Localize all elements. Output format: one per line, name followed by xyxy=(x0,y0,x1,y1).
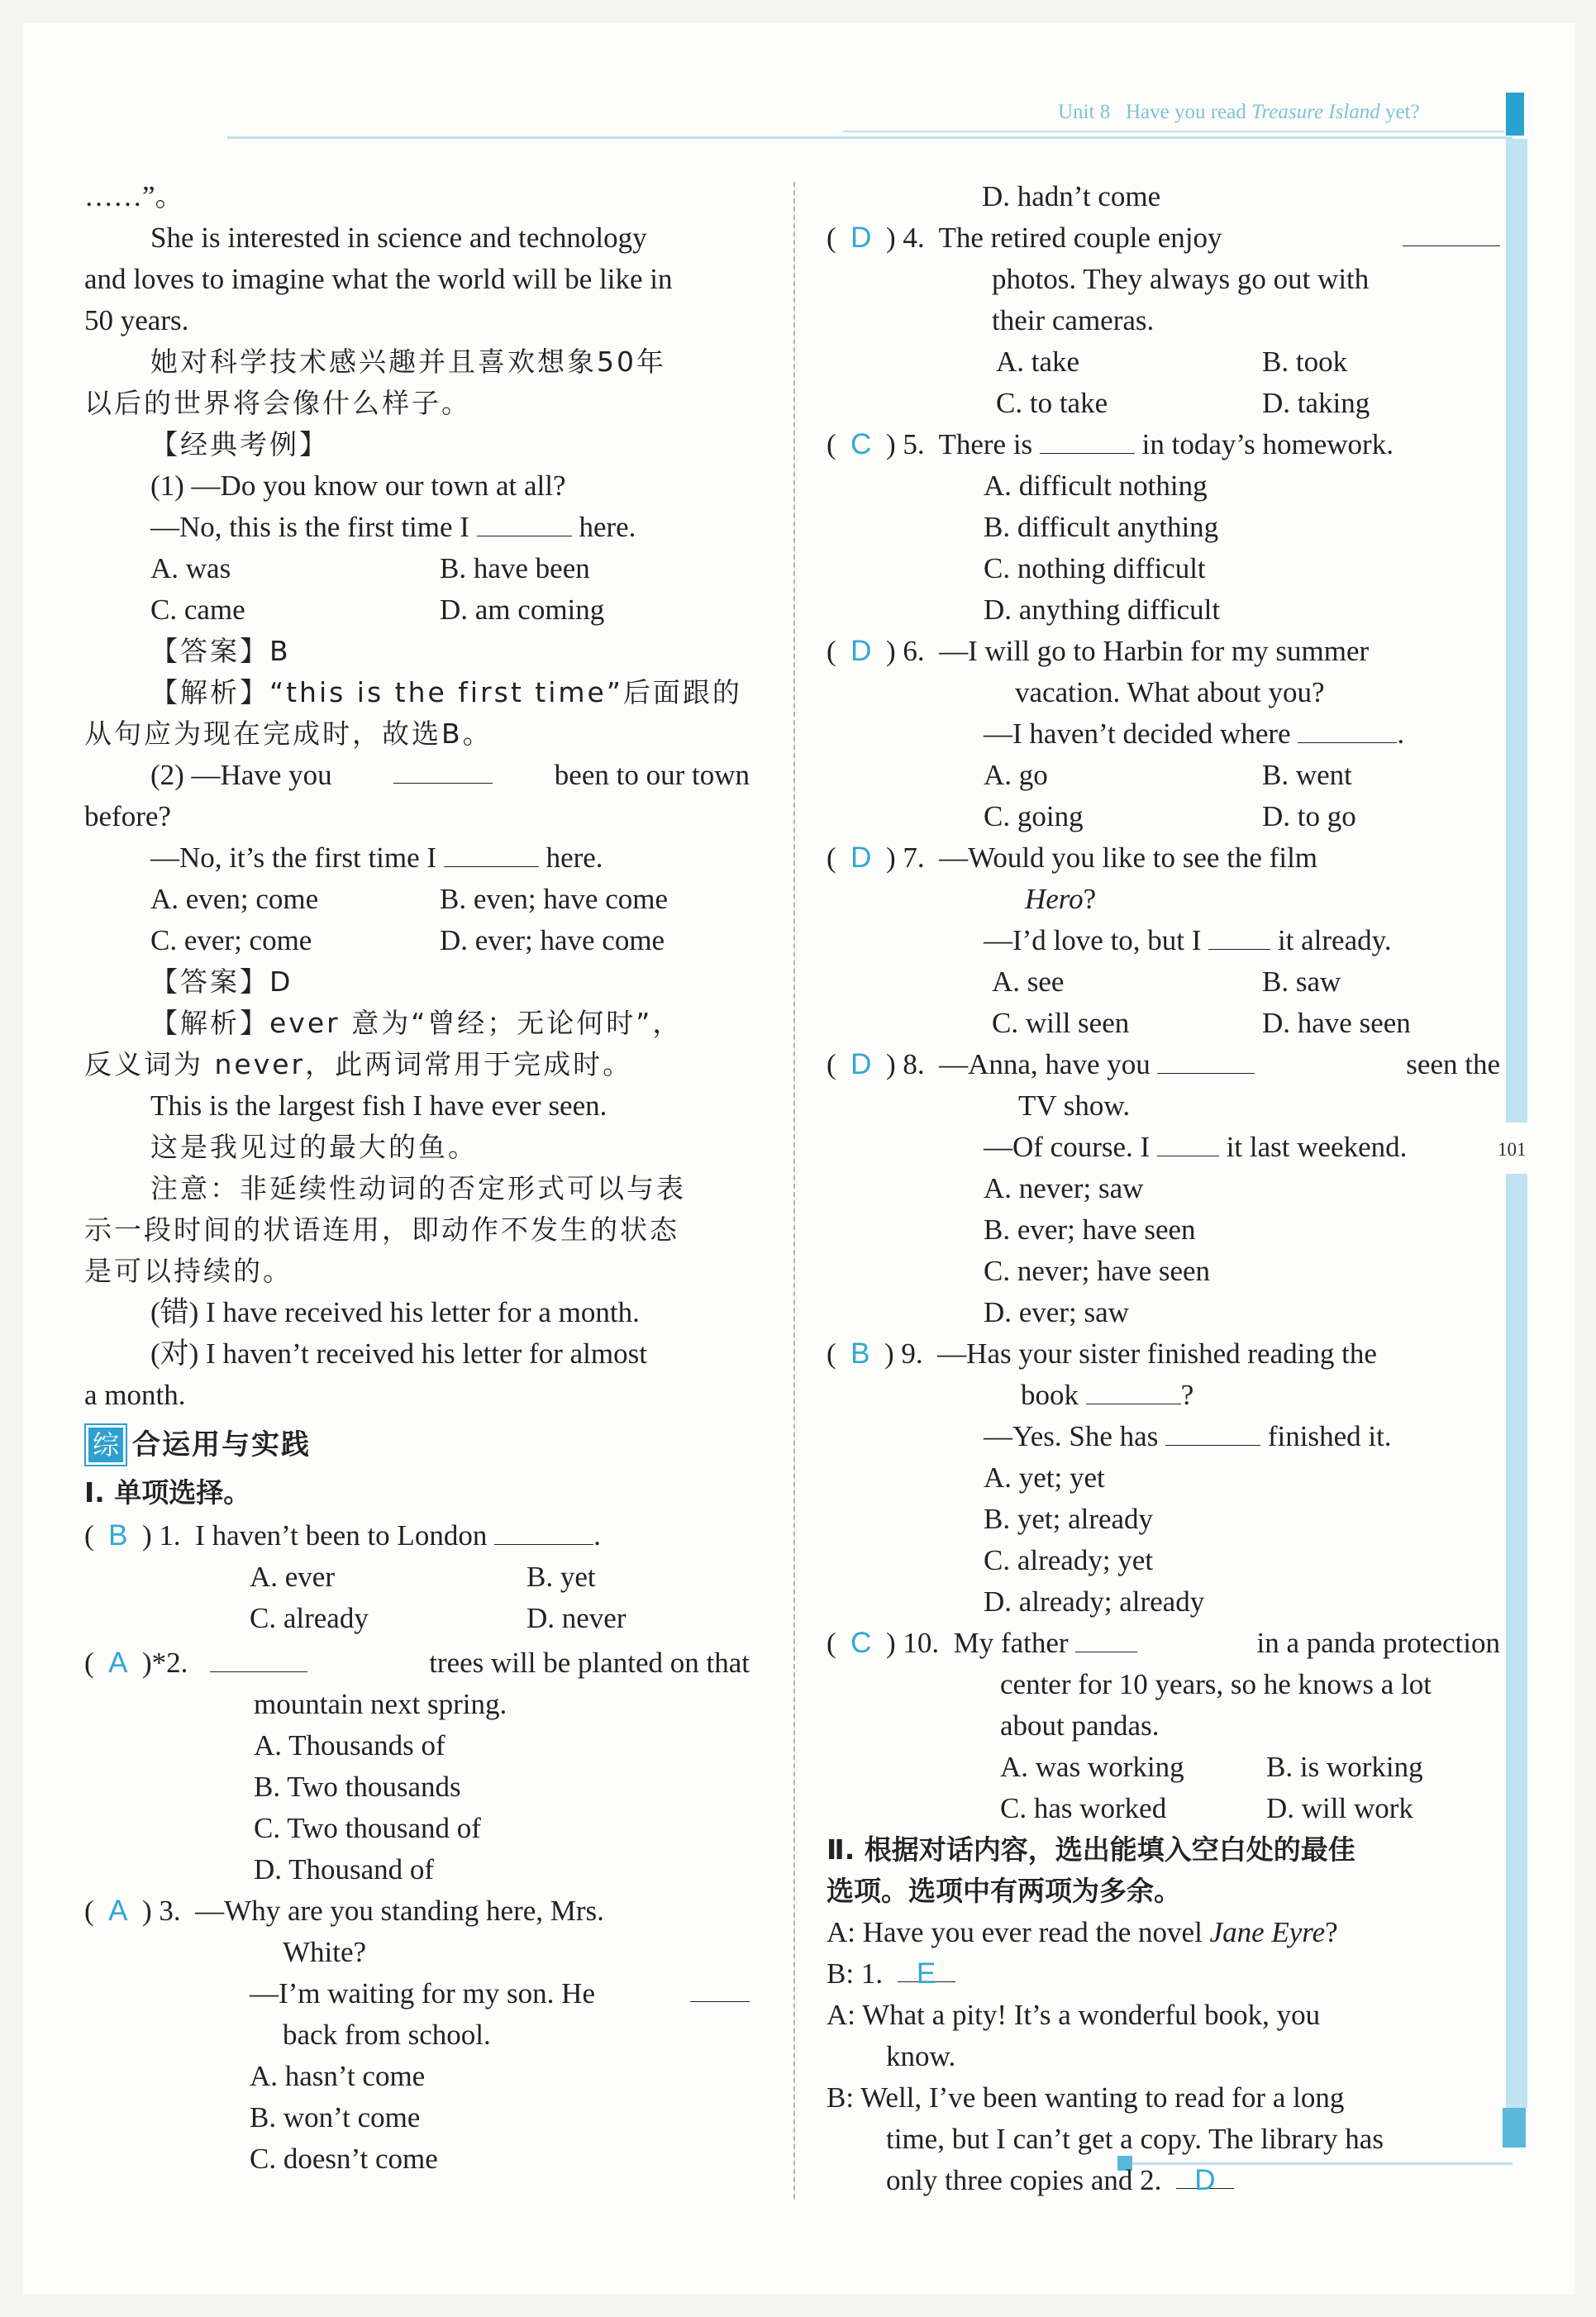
option: B. ever; have seen xyxy=(984,1213,1196,1246)
question-9: ( B ) 9. —Has your sister finished reading the xyxy=(827,1337,1377,1370)
question-text: —Of course. I it last weekend. xyxy=(827,1127,1500,1168)
question-10: ( C ) 10. My father in a panda protection xyxy=(827,1623,1500,1664)
answer-blank xyxy=(1403,217,1500,246)
header-rule-upper xyxy=(843,131,1504,132)
answer-blank xyxy=(1157,1128,1219,1156)
answer-blank xyxy=(1208,921,1270,950)
text-line-zh: 这是我见过的最大的鱼。 xyxy=(150,1131,478,1163)
option: A. yet; yet xyxy=(984,1461,1105,1494)
example-question: (2) —Have you been to our town xyxy=(84,755,750,796)
question-text: White? xyxy=(283,1936,367,1968)
option: D. anything difficult xyxy=(984,594,1221,626)
text-line: 50 years. xyxy=(84,304,189,336)
question-text: —Yes. She has finished it. xyxy=(827,1416,1500,1457)
analysis-text: 从句应为现在完成时，故选B。 xyxy=(84,718,493,750)
answer-mark: B xyxy=(108,1519,128,1552)
answer-mark: A xyxy=(108,1895,128,1927)
option: D. ever; saw xyxy=(984,1296,1129,1328)
option: D. Thousand of xyxy=(254,1853,435,1886)
answer-mark: A xyxy=(108,1647,128,1679)
side-bar-bottom xyxy=(1506,1174,1527,2108)
answer-label: 【答案】B xyxy=(150,635,291,667)
question-text: about pandas. xyxy=(1000,1709,1160,1742)
part-title: 选项。选项中有两项为多余。 xyxy=(827,1875,1181,1907)
option: C. never; have seen xyxy=(984,1255,1211,1287)
answer-blank xyxy=(690,1973,750,2002)
question-2: ( A )*2. trees will be planted on that xyxy=(84,1642,750,1684)
text-line-zh: 她对科学技术感兴趣并且喜欢想象50年 xyxy=(150,346,666,378)
answer-blank xyxy=(444,838,539,867)
answer-blank xyxy=(210,1643,307,1672)
question-text: vacation. What about you? xyxy=(1015,676,1325,708)
header-tab-marker xyxy=(1506,93,1524,136)
question-text: back from school. xyxy=(283,2019,491,2051)
option-row: C. will seen D. have seen xyxy=(992,1007,1411,1039)
column-divider xyxy=(793,182,795,2199)
option: C. nothing difficult xyxy=(984,552,1206,584)
left-column xyxy=(84,176,750,2180)
option-row: C. has worked D. will work xyxy=(1000,1792,1413,1824)
option-row: A. see B. saw xyxy=(992,965,1341,998)
answer-blank xyxy=(1075,1623,1137,1652)
example-heading: 【经典考例】 xyxy=(150,428,329,460)
side-bar-top xyxy=(1506,139,1527,1123)
note-text: 是可以持续的。 xyxy=(84,1255,293,1287)
answer-mark: D xyxy=(850,222,872,254)
text-line-zh: 以后的世界将会像什么样子。 xyxy=(84,387,471,419)
option: B. difficult anything xyxy=(984,511,1219,543)
dialogue-line: A: What a pity! It’s a wonderful book, you xyxy=(827,1999,1321,2031)
answer-blank xyxy=(477,508,572,536)
option-row: C. already D. never xyxy=(250,1602,626,1634)
question-text: —I’m waiting for my son. He xyxy=(84,1973,750,2014)
answer-blank xyxy=(1157,1045,1255,1074)
header-rule xyxy=(227,136,1513,139)
analysis-text: 【解析】“this is the first time”后面跟的 xyxy=(150,676,742,708)
question-text: Hero? xyxy=(1025,883,1097,915)
dialogue-answer: E xyxy=(898,1953,955,1982)
question-text: photos. They always go out with xyxy=(992,263,1370,295)
option-row: A. even; come B. even; have come xyxy=(150,883,669,915)
dialogue-line: time, but I can’t get a copy. The library has xyxy=(886,2123,1384,2155)
right-column xyxy=(827,176,1500,2201)
option: A. hasn’t come xyxy=(250,2060,426,2092)
question-text: —I’d love to, but I it already. xyxy=(827,920,1500,961)
text-line: She is interested in science and technology xyxy=(150,222,647,254)
section-title-text: 合运用与实践 xyxy=(132,1428,311,1461)
note-example: (错) I have received his letter for a month. xyxy=(150,1296,640,1328)
example-question: before? xyxy=(84,800,171,832)
option-row: C. going D. to go xyxy=(984,800,1356,832)
section-title xyxy=(84,1419,750,1471)
note-text: 示一段时间的状语连用，即动作不发生的状态 xyxy=(84,1213,679,1246)
answer-blank xyxy=(1040,425,1135,454)
question-text: book ? xyxy=(827,1375,1500,1416)
option-row: A. was B. have been xyxy=(150,552,590,584)
option: C. already; yet xyxy=(984,1544,1154,1576)
dialogue-line: B: Well, I’ve been wanting to read for a long xyxy=(827,2081,1345,2114)
question-text: mountain next spring. xyxy=(254,1688,507,1720)
dialogue-line: only three copies and 2. D xyxy=(827,2160,1500,2201)
answer-blank xyxy=(393,755,493,784)
question-6: ( D ) 6. —I will go to Harbin for my summer xyxy=(827,635,1370,667)
answer-mark: C xyxy=(850,1627,872,1659)
text-line: This is the largest fish I have ever seen. xyxy=(150,1089,607,1122)
option: B. Two thousands xyxy=(254,1771,461,1803)
option-row: C. to take D. taking xyxy=(996,387,1370,419)
option: A. never; saw xyxy=(984,1172,1144,1204)
question-text: their cameras. xyxy=(992,304,1155,336)
example-question: (1) —Do you know our town at all? xyxy=(150,470,566,502)
option-row: A. was working B. is working xyxy=(1000,1751,1423,1783)
question-8: ( D ) 8. —Anna, have you seen the xyxy=(827,1044,1500,1085)
answer-blank xyxy=(1165,1417,1260,1446)
question-3: ( A ) 3. —Why are you standing here, Mrs. xyxy=(84,1895,604,1927)
answer-label: 【答案】D xyxy=(150,965,293,998)
text-line: and loves to imagine what the world will be like in xyxy=(84,263,673,295)
option: D. already; already xyxy=(984,1585,1205,1618)
question-1: ( B ) 1. I haven’t been to London . xyxy=(84,1515,750,1557)
dialogue-line: B: 1. E xyxy=(827,1953,1500,1995)
question-text: center for 10 years, so he knows a lot xyxy=(1000,1668,1432,1700)
question-text: TV show. xyxy=(1018,1089,1131,1122)
question-5: ( C ) 5. There is in today’s homework. xyxy=(827,424,1500,465)
answer-blank xyxy=(494,1516,593,1545)
dialogue-line: know. xyxy=(886,2040,956,2072)
answer-blank xyxy=(1086,1375,1181,1404)
note-example: (对) I haven’t received his letter for almost xyxy=(150,1337,647,1370)
answer-mark: C xyxy=(850,428,872,460)
option-row: A. take B. took xyxy=(996,346,1348,378)
example-question: —No, it’s the first time I here. xyxy=(84,837,750,879)
option: D. hadn’t come xyxy=(982,180,1161,212)
option-row: A. ever B. yet xyxy=(250,1561,596,1593)
dialogue-line: A: Have you ever read the novel Jane Eyre? xyxy=(827,1916,1338,1948)
running-header: Unit 8 Have you read Treasure Island yet? xyxy=(1058,101,1420,123)
answer-mark: D xyxy=(850,1048,872,1080)
answer-blank xyxy=(1298,714,1397,743)
page-number: 101 xyxy=(1498,1139,1527,1160)
part-title: Ⅱ. 根据对话内容，选出能填入空白处的最佳 xyxy=(827,1833,1355,1866)
text-line: ……”。 xyxy=(84,180,184,212)
option-row: C. came D. am coming xyxy=(150,594,605,626)
side-bar-end xyxy=(1503,2108,1526,2148)
note-example: a month. xyxy=(84,1379,186,1411)
option: B. won’t come xyxy=(250,2101,421,2133)
answer-mark: D xyxy=(850,635,872,667)
question-text: —I haven’t decided where . xyxy=(827,713,1500,755)
question-4: ( D ) 4. The retired couple enjoy xyxy=(827,217,1500,259)
option: B. yet; already xyxy=(984,1503,1154,1535)
part-title: Ⅰ. 单项选择。 xyxy=(84,1476,251,1509)
question-7: ( D ) 7. —Would you like to see the film xyxy=(827,841,1318,874)
option: A. difficult nothing xyxy=(984,470,1208,502)
dialogue-answer: D xyxy=(1176,2160,1234,2189)
note-text: 注意：非延续性动词的否定形式可以与表 xyxy=(150,1172,686,1204)
answer-mark: B xyxy=(850,1337,870,1370)
option: A. Thousands of xyxy=(254,1729,445,1762)
option-row: A. go B. went xyxy=(984,759,1352,791)
example-question: —No, this is the first time I here. xyxy=(84,507,750,548)
option-row: C. ever; come D. ever; have come xyxy=(150,924,665,956)
answer-mark: D xyxy=(850,841,872,874)
analysis-text: 【解析】ever 意为“曾经；无论何时”， xyxy=(150,1007,683,1039)
analysis-text: 反义词为 never，此两词常用于完成时。 xyxy=(84,1048,633,1080)
section-icon: 综 xyxy=(84,1423,127,1466)
option: C. doesn’t come xyxy=(250,2143,438,2175)
option: C. Two thousand of xyxy=(254,1812,481,1844)
